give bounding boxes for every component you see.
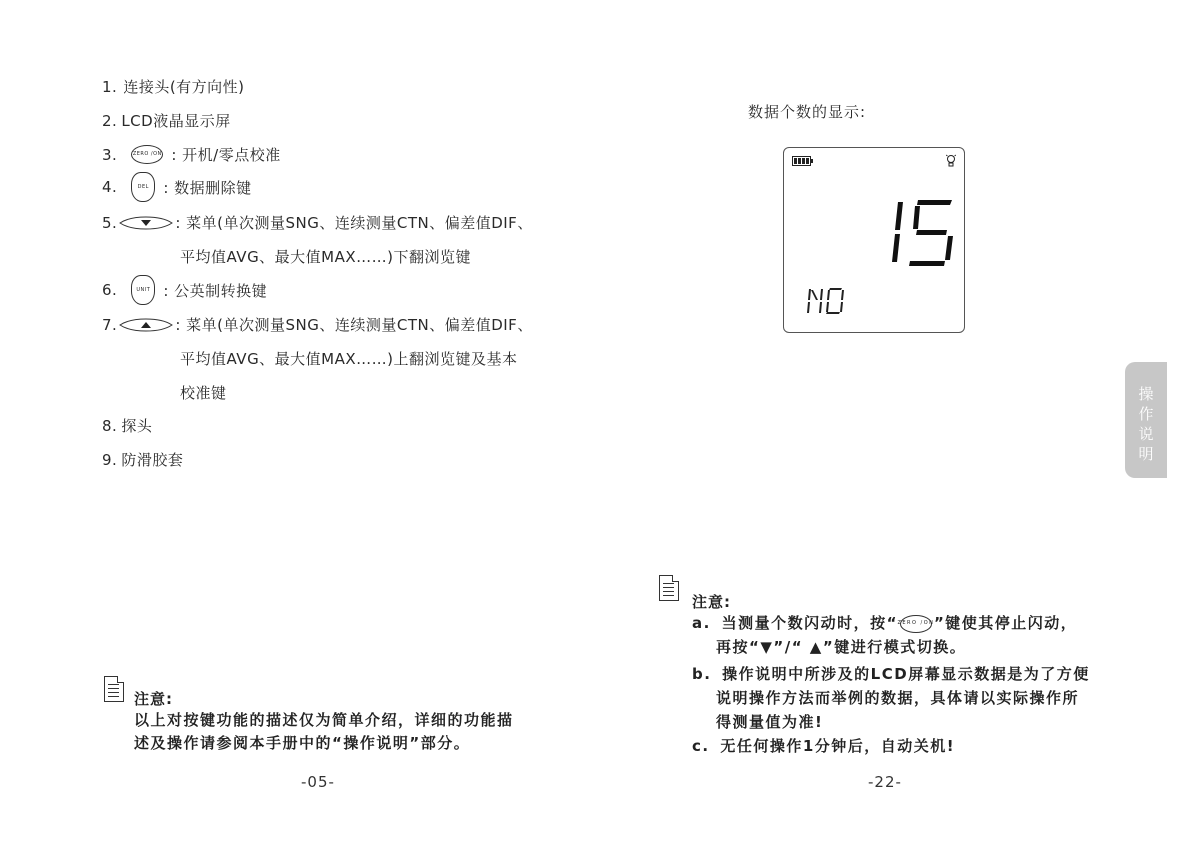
- item-4: [102, 172, 252, 202]
- note-document-icon: [104, 676, 124, 702]
- item-number: 4.: [102, 178, 118, 196]
- note-item-b-line-3: 得测量值为准!: [716, 713, 824, 731]
- side-tab-char: 说: [1138, 425, 1154, 443]
- down-arrow-button-icon: [119, 216, 173, 230]
- side-tab-char: 明: [1138, 445, 1154, 463]
- item-text: 防滑胶套: [121, 451, 184, 469]
- item-1: [102, 76, 245, 97]
- item-text: 连接头(有方向性): [123, 78, 245, 96]
- item-number: 6.: [102, 281, 118, 299]
- item-2: [102, 110, 231, 131]
- item-number: 8.: [102, 416, 118, 435]
- item-number: 3.: [102, 145, 118, 164]
- lcd-value-digits: [888, 198, 958, 268]
- lcd-mode-indicator: [806, 288, 846, 314]
- item-text: 探头: [121, 417, 153, 435]
- note-item-a-line-1: a. 当测量个数闪动时，按“ZERO /ON”键使其停止闪动，: [692, 614, 1078, 632]
- item-text: : 菜单(单次测量SNG、连续测量CTN、偏差值DIF、: [175, 316, 533, 334]
- side-tab-char: 操: [1138, 385, 1154, 403]
- item-number: 7.: [102, 315, 118, 334]
- lcd-mode-text: [784, 148, 785, 149]
- item-6: [102, 275, 267, 305]
- item-number: 2.: [102, 111, 118, 130]
- item-text: : 公英制转换键: [163, 281, 268, 300]
- note-item-c: c. 无任何操作1分钟后，自动关机!: [692, 737, 956, 755]
- item-text: : 数据删除键: [163, 178, 252, 197]
- backlight-bulb-icon: [946, 154, 956, 168]
- unit-button-icon: UNIT: [131, 275, 155, 305]
- item-5-continuation: 平均值AVG、最大值MAX……)下翻浏览键: [180, 248, 472, 266]
- note-item-b-line-1: b. 操作说明中所涉及的LCD屏幕显示数据是为了方便: [692, 665, 1090, 683]
- item-7-continuation: 平均值AVG、最大值MAX……)上翻浏览键及基本: [180, 350, 518, 368]
- side-tab-char: 作: [1138, 405, 1154, 423]
- item-3: [102, 144, 281, 165]
- note-title: 注意:: [134, 690, 173, 708]
- page-number: -22-: [868, 773, 902, 791]
- item-8: [102, 415, 152, 436]
- item-text: LCD液晶显示屏: [121, 112, 231, 130]
- note-line-2: 述及操作请参阅本手册中的“操作说明”部分。: [134, 734, 471, 752]
- note-item-a-line-2: 再按“▼”/“ ▲”键进行模式切换。: [716, 638, 967, 656]
- zero-on-button-icon: ZERO /ON: [900, 615, 932, 633]
- section-side-tab: [1125, 362, 1167, 478]
- page-number: -05-: [301, 773, 335, 791]
- item-9: [102, 449, 183, 470]
- item-number: 9.: [102, 450, 118, 469]
- lcd-value-text: [784, 148, 785, 149]
- item-number: 1.: [102, 77, 118, 96]
- item-7-continuation-2: 校准键: [180, 384, 227, 402]
- section-heading: 数据个数的显示:: [748, 103, 867, 121]
- lcd-screen: [783, 147, 965, 333]
- item-7: [102, 314, 533, 335]
- note-document-icon: [659, 575, 679, 601]
- zero-on-button-icon: ZERO /ON: [131, 145, 163, 164]
- note-line-1: 以上对按键功能的描述仅为简单介绍，详细的功能描: [134, 711, 514, 729]
- item-text: : 开机/零点校准: [171, 146, 281, 164]
- up-arrow-button-icon: [119, 318, 173, 332]
- battery-full-icon: [792, 156, 814, 166]
- del-button-icon: DEL: [131, 172, 155, 202]
- note-item-b-line-2: 说明操作方法而举例的数据，具体请以实际操作所: [716, 689, 1080, 707]
- note-title: 注意:: [692, 593, 731, 611]
- item-5: [102, 212, 533, 233]
- item-text: : 菜单(单次测量SNG、连续测量CTN、偏差值DIF、: [175, 214, 533, 232]
- item-number: 5.: [102, 213, 118, 232]
